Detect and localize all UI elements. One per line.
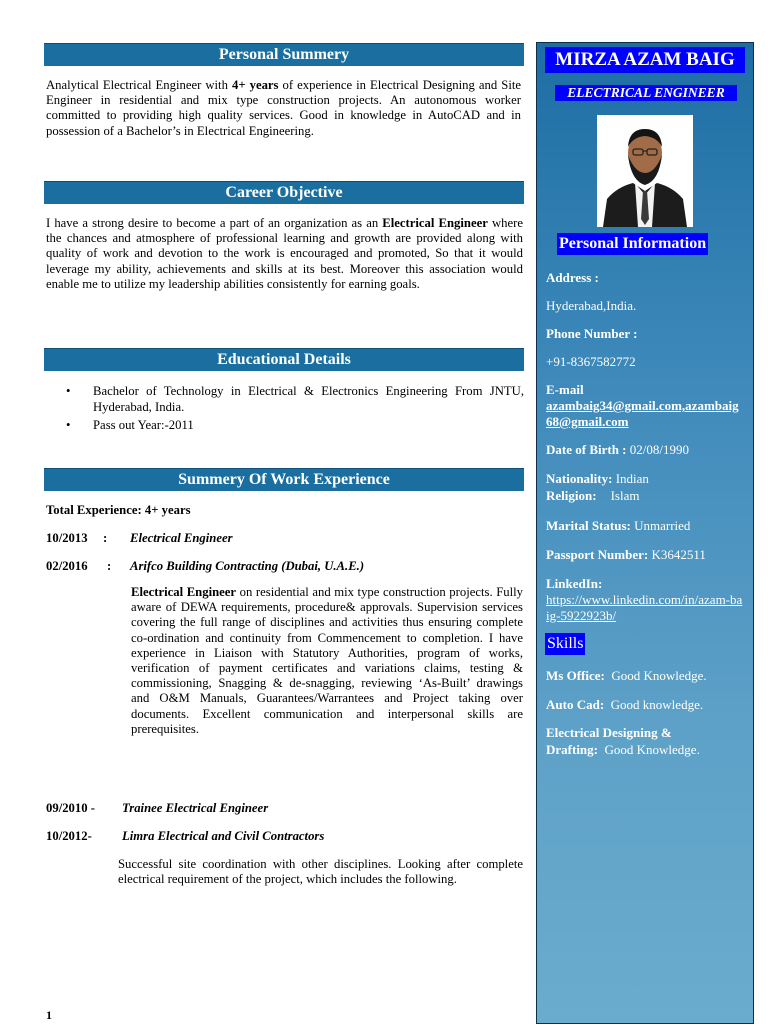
personal-summary-heading: Personal Summery [44,43,524,66]
linkedin-label-text: LinkedIn: [546,576,603,591]
job1-from-date: 10/2013 [46,531,88,545]
job2-from-date: 09/2010 - [46,801,95,815]
job1-title [130,531,233,546]
dob-value: 02/08/1990 [629,442,689,457]
objective-role: Electrical Engineer [382,216,488,230]
profile-photo [597,115,693,227]
education-item [48,383,524,415]
religion-row [546,488,639,504]
skill-electrical-designing [546,742,700,758]
skill-autocad-level: Good knowledge. [604,697,704,712]
job1-company [130,559,364,574]
education-passout: Pass out Year:-2011 [93,418,194,432]
address-label [546,270,599,286]
job1-company-text: Arifco Building Contracting (Dubai, U.A.E.) [130,559,365,573]
job2-description: Successful site coordination with other disciplines. Looking after complete electrical requirement of the project, which includes the following. [118,857,523,887]
education-degree: Bachelor of Technology in Electrical & Electronics Engineering From JNTU, Hyderabad, India. [93,384,524,414]
profile-photo-image [597,115,693,227]
nationality-value: Indian [612,471,649,486]
job1-desc-text: on residential and mix type construction projects. Fully aware of DEWA requirements, procedure& approvals. Supervision services covering the full range of disciplines and activities thus ensuring complete co-ordination and continuity from Commencement to completion. I have experience in Liaison with Statutory Authorities, program of works, verification of payment certificates and variations claims, testing & commissioning, Snagging & de-snagging, reviewing ‘As-Built’ drawings and O&M Manuals, Guarantees/Warrantees and Project taking over documents. Excellent communication and interpersonal skills are prerequisites. [131,585,523,736]
job1-separator-2: : [107,559,112,573]
linkedin-link[interactable]: https://www.linkedin.com/in/azam-baig-5922923b/ [546,592,743,623]
personal-summary-text [46,78,521,139]
page-number: 1 [46,1008,52,1022]
job2-title [122,801,268,816]
address-label-text: Address : [546,270,599,285]
candidate-name: MIRZA AZAM BAIG [545,47,745,73]
email-label-text: E-mail [546,382,584,397]
marital-label: Marital Status: [546,518,631,533]
career-objective-text [46,216,523,292]
career-objective-heading: Career Objective [44,181,524,204]
marital-value: Unmarried [630,518,691,533]
phone-value: +91-8367582772 [546,354,636,369]
job2-title-text: Trainee Electrical Engineer [122,801,269,815]
address-value: Hyderabad,India. [546,298,637,313]
job1-separator: : [103,531,108,545]
email-link[interactable]: azambaig34@gmail.com,azambaig68@gmail.com [546,398,739,429]
candidate-role: ELECTRICAL ENGINEER [555,85,737,101]
dob-row [546,442,689,458]
summary-text-start: Analytical Electrical Engineer with [46,78,232,92]
work-experience-heading: Summery Of Work Experience [44,468,524,491]
skill-ms-office-level: Good Knowledge. [604,668,707,683]
religion-value: Islam [610,488,640,503]
summary-text-end: of experience in Electrical Designing and Site Engineer in residential and mix type construction projects. An autonomous worker committed to providing high quality services. Good in knowledge in AutoCAD and in possession of a Bachelor’s in Electrical Engineering. [46,78,521,138]
personal-information-heading: Personal Information [557,233,708,255]
educational-details-heading: Educational Details [44,348,524,371]
job2-to-date: 10/2012- [46,829,92,843]
summary-years: 4+ years [231,78,279,92]
education-list [48,383,524,435]
total-experience: Total Experience: 4+ years [46,503,191,517]
linkedin-value[interactable] [546,592,744,624]
job1-description [131,585,523,737]
email-label [546,382,584,398]
passport-label: Passport Number: [546,547,649,562]
dob-label: Date of Birth : [546,442,630,457]
phone-label-text: Phone Number : [546,326,638,341]
religion-label: Religion: [546,488,597,503]
skill-electrical-designing-label [546,725,672,741]
phone-label [546,326,637,342]
skill-autocad-label: Auto Cad: [546,697,605,712]
job1-title-text: Electrical Engineer [130,531,233,545]
marital-row [546,518,690,534]
skill-ms-office-label: Ms Office: [546,668,605,683]
skill-ms-office [546,668,707,684]
job2-company-text: Limra Electrical and Civil Contractors [122,829,325,843]
skill-autocad [546,697,703,713]
bullet-icon: • [66,384,71,398]
objective-text-start: I have a strong desire to become a part of an organization as an [46,216,383,230]
job2-company [122,829,324,844]
bullet-icon: • [66,418,71,432]
objective-text-end: where the chances and atmosphere of professional learning and growth are provided along with quality of work and devotion to the work is encouraged and promoted, So that it would leverage my ability, achievements and skills at its best. Moreover this association would enable me to utilize my leadership abilities consistently for earning goals. [46,216,523,291]
job1-to-date: 02/2016 [46,559,88,573]
skills-heading: Skills [545,633,585,655]
job1-desc-role: Electrical Engineer [131,585,237,599]
education-item [48,417,524,433]
nationality-row [546,471,649,487]
skill-electrical-label-line1: Electrical Designing & [546,725,672,740]
skill-electrical-level: Good Knowledge. [598,742,700,757]
skill-electrical-label-line2: Drafting: [546,742,598,757]
linkedin-label [546,576,602,592]
nationality-label: Nationality: [546,471,613,486]
passport-row [546,547,706,563]
email-value[interactable] [546,398,742,430]
profile-sidebar [536,42,754,1024]
passport-value: K3642511 [648,547,706,562]
